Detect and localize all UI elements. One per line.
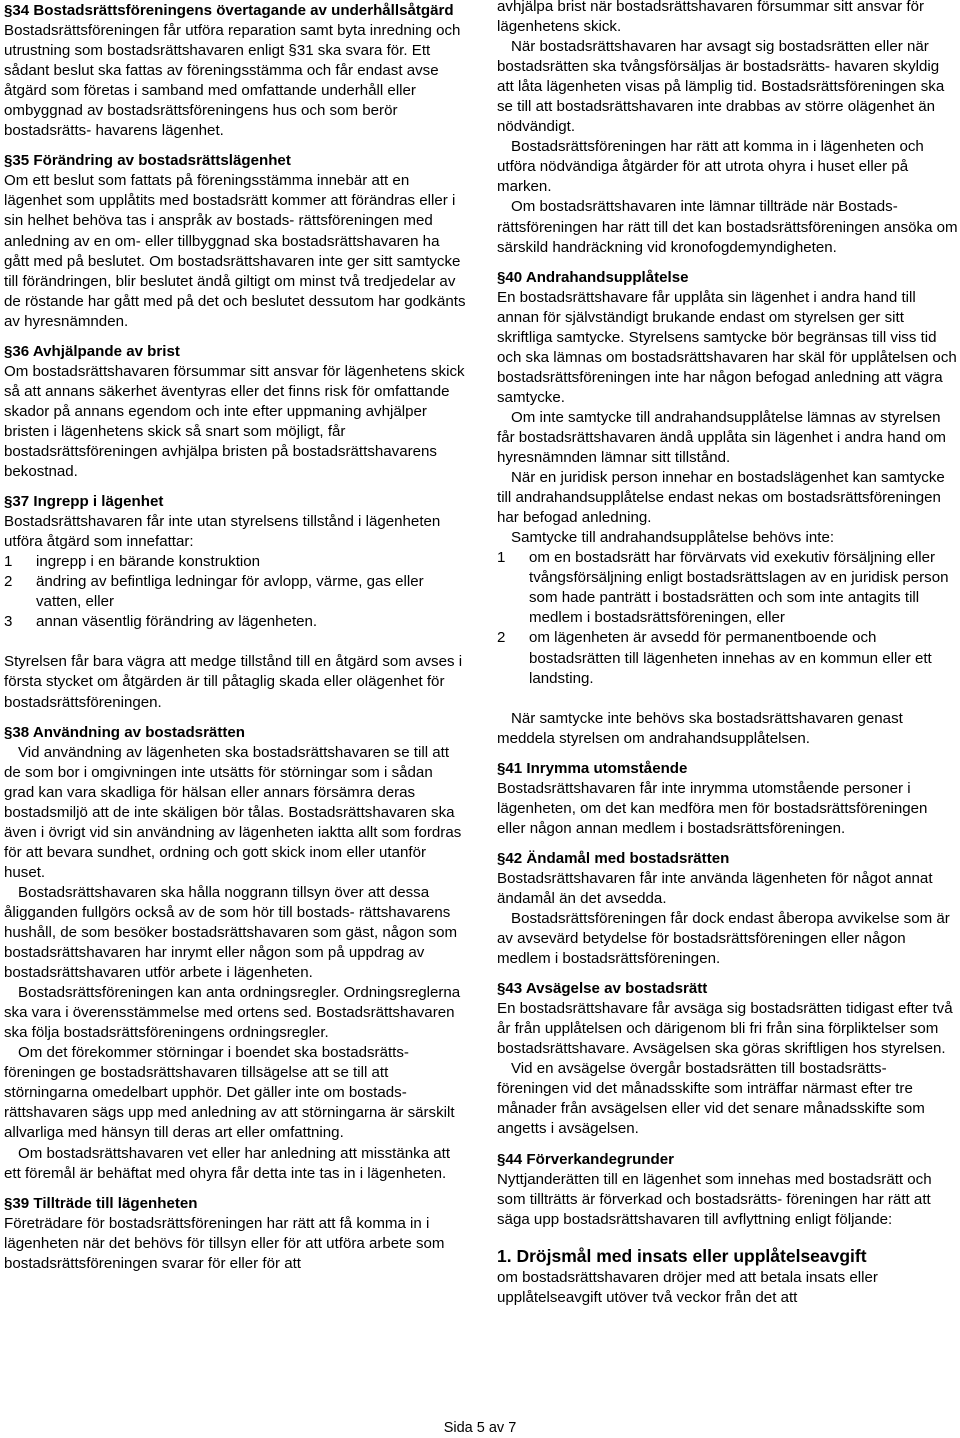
paragraph: Bostadsrättsföreningen får dock endast åberopa avvikelse som är av avsevärd betydelse för bostadsrättsföreningen eller någon medlem i bostadsrättsföreningen. [497,910,950,968]
paragraph: Bostadsrättsföreningen får utföra reparation samt byta inredning och utrustning som bostadsrättshavaren enligt §31 ska svara för. Ett sådant beslut ska fattas av föreningsstämma och får endast avse åtgärd som företas i samband med omfattande underhåll eller ombyggnad av bostadsrättsföreningens hus och som berör bostadsrätts- havarens lägenhet. [4,22,461,140]
list-item-number: 2 [4,573,13,591]
paragraph: När bostadsrättshavaren har avsagt sig bostadsrätten eller när bostadsrätten ska tvångsförsäljas är bostadsrätts- havaren skyldig att låta lägenheten visas på lämplig tid. Bostadsrättsföreningen ska se till att bostadsrättshavaren inte drabbas av större olägenhet än nödvändigt. [497,38,945,136]
section-37-ingrepp-i-l-genhet [4,492,466,712]
section-continuation [497,0,959,258]
list-item-number: 1 [497,549,506,567]
list-item [4,552,466,572]
paragraph: Bostadsrättshavaren får inte utan styrelsens tillstånd i lägenheten utföra åtgärd som innefattar: [4,513,441,551]
section-35-f-r-ndring-av-bostadsr-ttsl-genhet [4,151,466,331]
paragraph: Vid en avsägelse övergår bostadsrätten till bostadsrätts- föreningen vid det månadsskifte som inträffar närmast efter tre månader från avsägelsen eller vid det senare månadsskifte som angetts i avsägelsen. [497,1060,925,1138]
paragraph-gap [4,632,466,652]
list-item [4,612,466,632]
list-item-text: om en bostadsrätt har förvärvats vid exekutiv försäljning eller tvångsförsäljning enligt bostadsrättslagen av en juridisk person som hade panträtt i bostadsrätten och som inte antagits till medlem i bostadsrättsföreningen, eller [529,549,949,627]
section-heading: §36 Avhjälpande av brist [4,342,180,360]
section-36-avhj-lpande-av-brist [4,342,466,482]
section-44-f-rverkandegrunder [497,1150,959,1230]
section-43-avs-gelse-av-bostadsr-tt [497,979,959,1139]
section-heading: §44 Förverkandegrunder [497,1150,674,1168]
section-40-andrahandsuppl-telse [497,268,959,749]
paragraph: En bostadsrättshavare får upplåta sin lägenhet i andra hand till annan för självständigt brukande endast om styrelsen ger sitt skriftliga samtycke. Styrelsens samtycke bör begränsas till viss tid och ska lämnas om bostadsrättshavaren har skäl för upplåtelsen och bostadsrättsföreningen inte har någon befogad anledning att vägra samtycke. [497,288,957,406]
paragraph: Företrädare för bostadsrättsföreningen har rätt att få komma in i lägenheten när det behövs för tillsyn eller för att utföra arbete som bostadsrättsföreningen svarar för eller för att [4,1214,445,1272]
section-heading: §43 Avsägelse av bostadsrätt [497,980,708,998]
section-heading: §40 Andrahandsupplåtelse [497,268,689,286]
paragraph: Vid användning av lägenheten ska bostadsrättshavaren se till att de som bor i omgivningen inte utsätts för störningar som i sådan grad kan vara skadliga för hälsan eller annars försämra deras bostadsmiljö att de inte skäligen bör tålas. Bostadsrättshavaren ska även i övrigt vid sin användning av lägenheten iaktta allt som fordras för att bevara sundhet, ordning och gott skick inom eller utanför huset. [4,743,462,881]
list-item [497,628,959,688]
list-item-text: om lägenheten är avsedd för permanentboende och bostadsrätten till lägenheten innehas av en kommun eller ett landsting. [529,629,932,687]
list-item-number: 1 [4,553,13,571]
paragraph: Nyttjanderätten till en lägenhet som innehas med bostadsrätt och som tillträtts är förverkad och bostadsrätts- föreningen har rätt att säga upp bostadsrättshavaren till avflyttning enligt följande: [497,1170,932,1228]
section-38-anv-ndning-av-bostadsr-tten [4,723,466,1184]
paragraph: En bostadsrättshavare får avsäga sig bostadsrätten tidigast efter två år från upplåtelsen och därigenom bli fri från sina förpliktelser som bostadsrättshavare. Avsägelsen ska göras skriftligen hos styrelsen. [497,1000,953,1058]
paragraph: Om det förekommer störningar i boendet ska bostadsrätts- föreningen ge bostadsrättshavaren tillsägelse att se till att störningarna omedelbart upphör. Det gäller inte om bostads- rättshavaren sägs upp med anledning av att störningarna är särskilt allvarliga med hänsyn till deras art eller omfattning. [4,1044,455,1142]
paragraph: Om bostadsrättshavaren inte lämnar tillträde när Bostads- rättsföreningen har rätt till det kan bostadsrättsföreningen ansöka om särskild handräckning vid kronofogdemyndigheten. [497,198,958,256]
list-item-text: ingrepp i en bärande konstruktion [36,553,261,571]
list-item [4,572,466,612]
paragraph: Styrelsen får bara vägra att medge tillstånd till en åtgärd som avses i första stycket om åtgärden är till påtaglig skada eller olägenhet för bostadsrättsföreningen. [4,653,463,711]
paragraph: Om bostadsrättshavaren vet eller har anledning att misstänka att ett föremål är behäftat med ohyra får detta inte tas in i lägenheten. [4,1144,451,1182]
paragraph: Bostadsrättsföreningen kan anta ordningsregler. Ordningsreglerna ska vara i överensstämmelse med ortens sed. Bostadsrättshavaren ska följa bostadsrättsföreningens ordningsregler. [4,984,461,1042]
paragraph: om bostadsrättshavaren dröjer med att betala insats eller upplåtelseavgift utöver två veckor från det att [497,1268,878,1306]
section-42-ndam-l-med-bostadsr-tten [497,849,959,969]
paragraph: När en juridisk person innehar en bostadslägenhet kan samtycke till andrahandsupplåtelse endast nekas om bostadsrättsföreningen har befogad anledning. [497,469,945,527]
paragraph-gap [497,689,959,709]
section-41-inrymma-utomst-ende [497,759,959,839]
section-heading: §35 Förändring av bostadsrättslägenhet [4,152,291,170]
paragraph: Om bostadsrättshavaren försummar sitt ansvar för lägenhetens skick så att annans säkerhet äventyras eller det finns risk för omfattande skador på annans egendom och inte efter uppmaning avhjälper bristen i lägenhetens skick så snart som möjligt, får bostadsrättsföreningen avhjälpa bristen på bostadsrättshavarens bekostnad. [4,362,465,481]
paragraph: Bostadsrättshavaren får inte använda lägenheten för något annat ändamål än det avsedda. [497,869,933,907]
paragraph: Om inte samtycke till andrahandsupplåtelse lämnas av styrelsen får bostadsrättshavaren ändå upplåta sin lägenhet i andra hand om hyresnämnden lämnar sitt tillstånd. [497,408,946,467]
left-column [4,0,466,1284]
section-1-dr-jsm-l-med-insats-eller-uppl-telseav [497,1244,959,1308]
section-heading: §42 Ändamål med bostadsrätten [497,849,730,867]
subsection-heading: 1. Dröjsmål med insats eller upplåtelseavgift [497,1245,867,1266]
list-item [497,548,959,628]
paragraph: Bostadsrättsföreningen har rätt att komma in i lägenheten och utföra nödvändiga åtgärder för att utrota ohyra i huset eller på marken. [497,138,924,196]
paragraph: Bostadsrättshavaren ska hålla noggrann tillsyn över att dessa åligganden fullgörs också av de som hör till bostads- rättshavarens hushåll, de som besöker bostadsrättshavaren som gäst, någon som bostadsrättshavaren har inrymt eller någon som på uppdrag av bostadsrättshavaren utför arbete i lägenheten. [4,883,458,982]
section-heading: §41 Inrymma utomstående [497,759,688,777]
list-item-number: 2 [497,629,506,647]
list-item-number: 3 [4,613,13,631]
section-heading: §38 Användning av bostadsrätten [4,723,245,741]
paragraph: avhjälpa brist när bostadsrättshavaren försummar sitt ansvar för lägenhetens skick. [497,0,925,36]
section-39-tilltr-de-till-l-genheten [4,1194,466,1274]
paragraph: Samtycke till andrahandsupplåtelse behövs inte: [511,529,835,547]
section-34-bostadsr-ttsf-reningens-vertagande-av [4,1,466,141]
page-footer: Sida 5 av 7 [443,1420,517,1436]
paragraph: Om ett beslut som fattats på föreningsstämma innebär att en lägenhet som upplåtits med bostadsrätt kommer att förändras eller i sin helhet behöva tas i anspråk av bostads- rättsföreningen med anledning av en om- eller tillbyggnad ska bostadsrättshavaren ha gått med på beslutet. Om bostadsrättshavaren inte ger sitt samtycke till förändringen, blir beslutet ändå giltigt om minst två tredjedelar av de röstande har gått med på det och beslutet dessutom har godkänts av hyresnämnden. [4,172,466,330]
section-heading: §34 Bostadsrättsföreningens övertagande av underhållsåtgärd [4,2,454,19]
section-heading: §39 Tillträde till lägenheten [4,1194,198,1212]
paragraph: När samtycke inte behövs ska bostadsrättshavaren genast meddela styrelsen om andrahandsupplåtelsen. [497,709,903,747]
right-column [497,0,959,1318]
list-item-text: ändring av befintliga ledningar för avlopp, värme, gas eller vatten, eller [36,573,424,611]
paragraph: Bostadsrättshavaren får inte inrymma utomstående personer i lägenheten, om det kan medföra men för bostadsrättsföreningen eller någon annan medlem i bostadsrättsföreningen. [497,779,928,837]
list-item-text: annan väsentlig förändring av lägenheten. [36,613,318,631]
section-heading: §37 Ingrepp i lägenhet [4,493,164,511]
